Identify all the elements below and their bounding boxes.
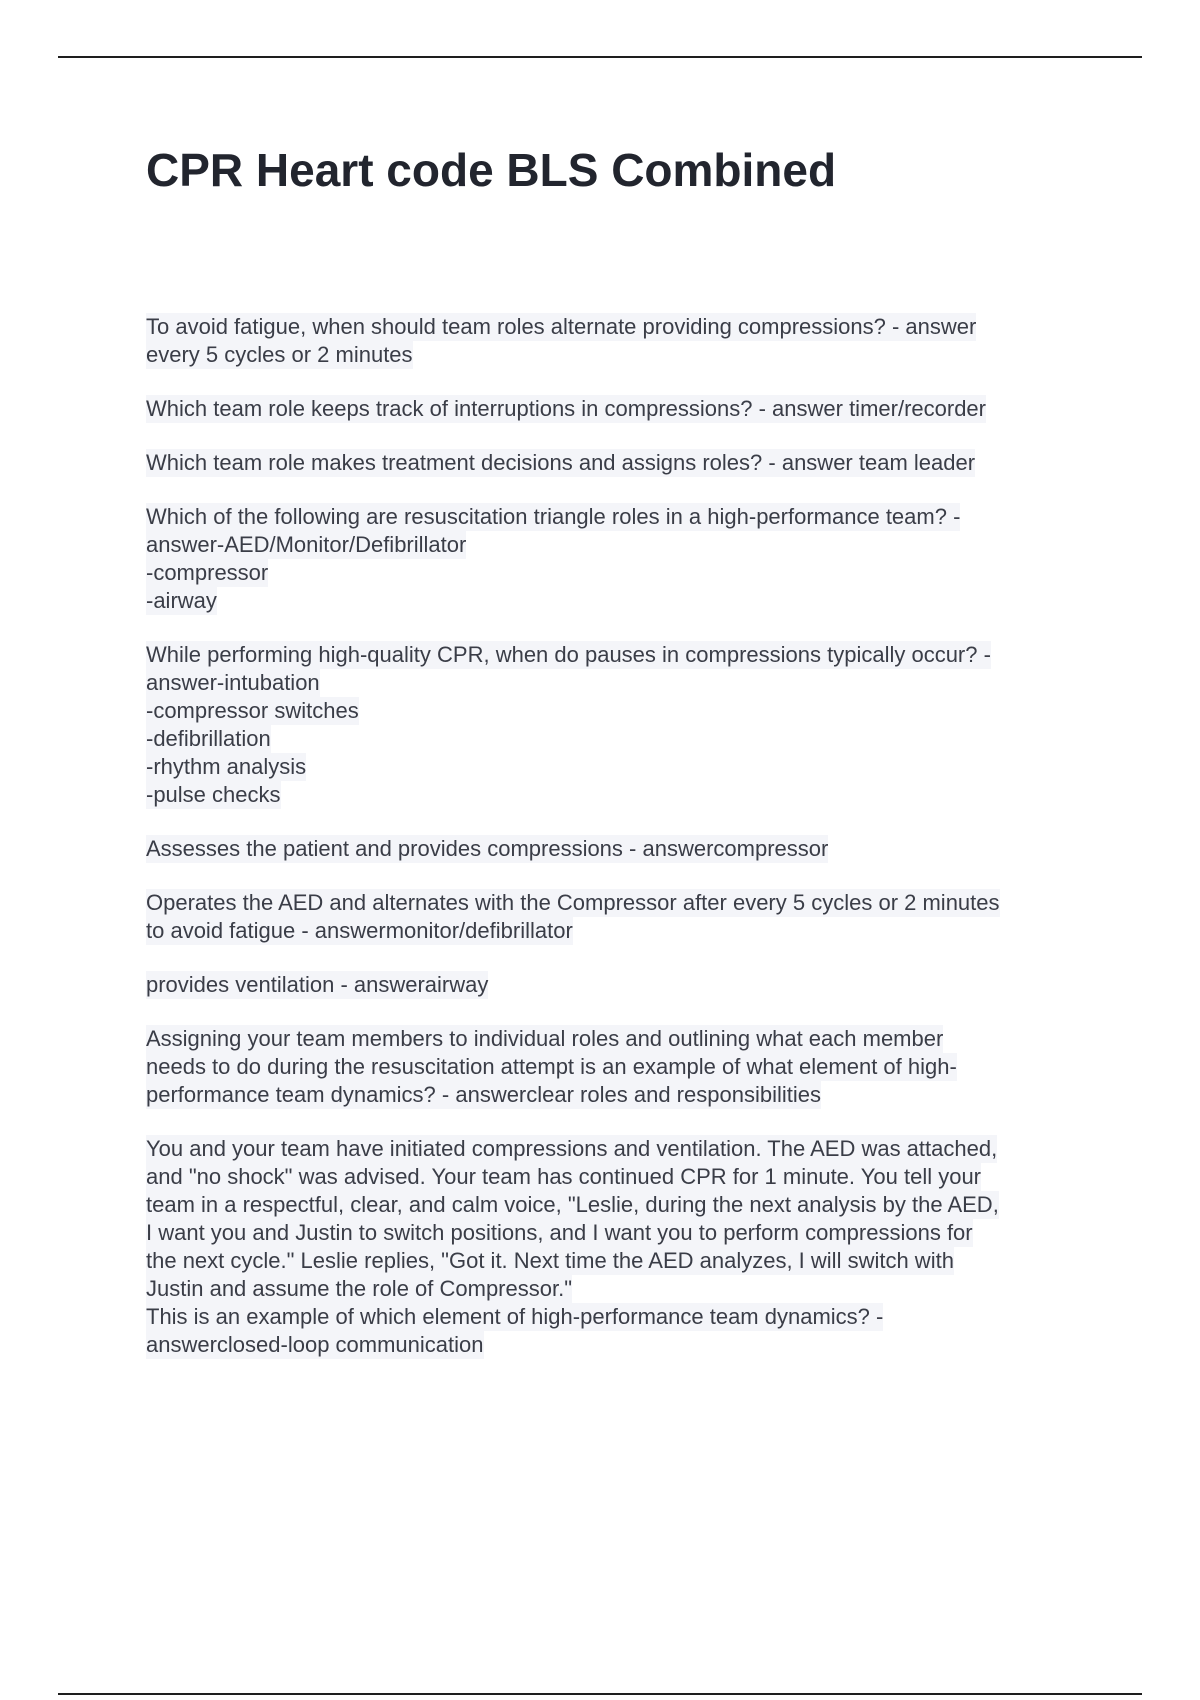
qa-line: While performing high-quality CPR, when do pauses in compressions typically occur? - [146,642,991,667]
qa-item [146,395,1086,423]
qa-list [146,313,1086,1385]
qa-line: provides ventilation - answerairway [146,972,489,997]
qa-line: You and your team have initiated compressions and ventilation. The AED was attached, [146,1136,998,1161]
qa-line: every 5 cycles or 2 minutes [146,342,413,367]
bottom-rule [58,1693,1142,1695]
qa-line: performance team dynamics? - answerclear roles and responsibilities [146,1082,821,1107]
qa-line: and "no shock" was advised. Your team has continued CPR for 1 minute. You tell your [146,1164,982,1189]
qa-line: the next cycle." Leslie replies, "Got it. Next time the AED analyzes, I will switch with [146,1248,954,1273]
document-title: CPR Heart code BLS Combined [146,144,837,196]
qa-line: -pulse checks [146,782,281,807]
qa-item [146,641,1086,809]
qa-line: answerclosed-loop communication [146,1332,484,1357]
qa-line: team in a respectful, clear, and calm voice, "Leslie, during the next analysis by the AED, [146,1192,999,1217]
qa-line: Which team role keeps track of interruptions in compressions? - answer timer/recorder [146,396,986,421]
qa-line: -airway [146,588,217,613]
qa-line: Assesses the patient and provides compressions - answercompressor [146,836,829,861]
qa-line: I want you and Justin to switch positions, and I want you to perform compressions for [146,1220,973,1245]
qa-line: -rhythm analysis [146,754,307,779]
qa-line: -defibrillation [146,726,271,751]
qa-line: Operates the AED and alternates with the Compressor after every 5 cycles or 2 minutes [146,890,1000,915]
qa-line: to avoid fatigue - answermonitor/defibrillator [146,918,573,943]
qa-item [146,313,1086,369]
qa-line: Assigning your team members to individual roles and outlining what each member [146,1026,944,1051]
qa-line: answer-AED/Monitor/Defibrillator [146,532,467,557]
qa-item [146,1025,1086,1109]
qa-line: -compressor switches [146,698,359,723]
qa-line: -compressor [146,560,269,585]
qa-line: Which team role makes treatment decisions and assigns roles? - answer team leader [146,450,976,475]
qa-item [146,449,1086,477]
qa-item [146,1135,1086,1359]
qa-line: answer-intubation [146,670,320,695]
qa-item [146,971,1086,999]
qa-line: This is an example of which element of high-performance team dynamics? - [146,1304,884,1329]
qa-line: needs to do during the resuscitation attempt is an example of what element of high- [146,1054,957,1079]
qa-item [146,503,1086,615]
qa-item [146,889,1086,945]
qa-item [146,835,1086,863]
qa-line: Justin and assume the role of Compressor." [146,1276,573,1301]
top-rule [58,56,1142,58]
qa-line: Which of the following are resuscitation triangle roles in a high-performance team? - [146,504,961,529]
qa-line: To avoid fatigue, when should team roles alternate providing compressions? - answer [146,314,977,339]
